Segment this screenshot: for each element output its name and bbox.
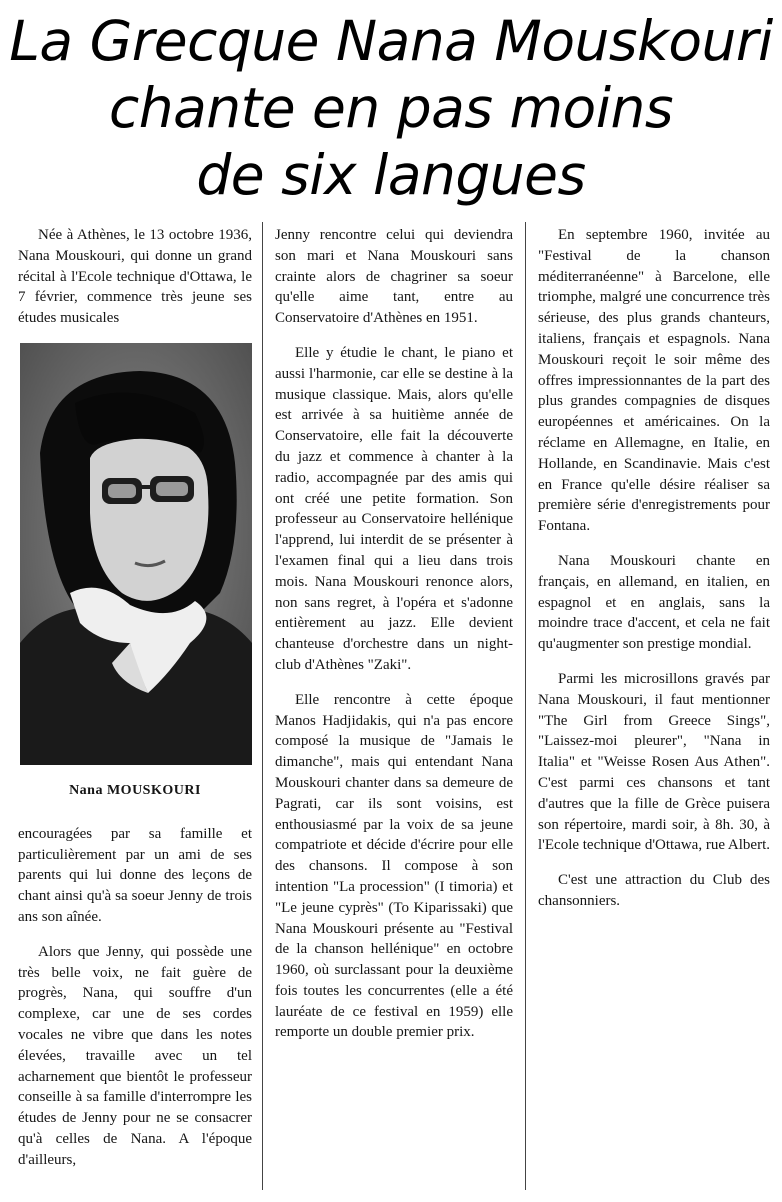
column-divider-1 [262,222,263,1190]
paragraph: C'est une attraction du Club des chansonniers. [538,872,770,909]
portrait-photo [20,343,252,765]
paragraph: En septembre 1960, invitée au "Festival de la chanson méditerranéenne" à Barcelone, elle triomphe, malgré une concurrence très sérieuse, des plus grands chanteurs, italiens, français et espagnols. Nana Mouskouri reçoit le soir même des offres impressionnantes de la part des plus grandes compagnies de disques européennes et américaines. On la réclame en Allemagne, en Italie, en Hollande, en Scandinavie. Mais c'est en France qu'elle désire réaliser sa première série d'enregistrements pour Fontana. [538,227,770,535]
article-column-2 [275,225,513,1057]
headline-line-3: de six langues [196,143,586,207]
paragraph: Alors que Jenny, qui possède une très belle voix, ne fait guère de progrès, Nana, qui souffre d'un complexe, car une de ses cordes vocales ne vibre que dans les notes élevées, travaille avec un tel acharnement que bientôt le professeur conseille à sa famille d'interrompre les études de Jenny pour ne se consacrer qu'à celles de Nana. A l'époque d'ailleurs, [18,943,252,1168]
paragraph: Elle rencontre à cette époque Manos Hadjidakis, qui n'a pas encore composé la musique de "Jamais le dimanche", mais qui entendant Nana Mouskouri chanter dans sa demeure de Pagrati, car ils sont voisins, est enthousiasmé par la voix de sa jeune compatriote et décide d'écrire pour elle des chansons. Il compose à son intention "La procession" (I timoria) et "Le jeune cyprès" (To Kiparissaki) que Nana Mouskouri présente au "Festival de la chanson hellénique" en octobre 1960, où surclassant pour la deuxième fois toutes les concurrentes (elle a été lauréate de ce festival en 1959) elle remporte un double premier prix. [275,691,513,1041]
photo-caption: Nana MOUSKOURI [69,782,201,798]
article-headline [0,8,782,209]
headline-line-2: chante en pas moins [109,76,673,140]
paragraph: Jenny rencontre celui qui deviendra son mari et Nana Mouskouri sans crainte alors de chagriner sa soeur qu'elle aime tant, entre au Conservatoire d'Athènes en 1951. [275,227,513,327]
article-column-1 [18,225,252,1185]
paragraph: Nana Mouskouri chante en français, en allemand, en italien, en espagnol et en anglais, sans la moindre trace d'accent, et cela ne fait qu'augmenter son prestige mondial. [538,552,770,653]
paragraph: Parmi les microsillons gravés par Nana Mouskouri, il faut mentionner "The Girl from Greece Sings", "Laissez-moi pleurer", "Nana in Italia" et "Weisse Rosen Aus Athen". C'est parmi ces chansons et tant d'autres que la fille de Grèce puisera son répertoire, mardi soir, à 8h. 30, à l'Ecole technique d'Ottawa, rue Albert. [538,670,770,854]
paragraph: Née à Athènes, le 13 octobre 1936, Nana Mouskouri, qui donne un grand récital à l'Ecole technique d'Ottawa, le 7 février, commence très jeune ses études musicales [18,227,252,327]
column-divider-2 [525,222,526,1190]
headline-line-1: La Grecque Nana Mouskouri [9,9,773,73]
paragraph: encouragées par sa famille et particulièrement par un ami de ses parents qui lui donne des leçons de chant ainsi qu'à sa soeur Jenny de trois ans son aînée. [18,825,252,925]
portrait-illustration [20,343,252,765]
paragraph: Elle y étudie le chant, le piano et aussi l'harmonie, car elle se destine à la musique classique. Mais, alors qu'elle est arrivée à sa huitième année de Conservatoire, elle fait la découverte du jazz et commence à chanter à la radio, accompagnée par des amis qui ont créé une petite formation. Son professeur au Conservatoire hellénique l'apprend, lui interdit de se présenter à l'examen final qui a lieu dans trois mois. Nana Mouskouri renonce alors, non sans regret, à l'opéra et s'adonne entièrement au jazz. Elle devient chanteuse d'orchestre dans un night-club d'Athènes "Zaki". [275,344,513,673]
article-column-3 [538,225,770,926]
